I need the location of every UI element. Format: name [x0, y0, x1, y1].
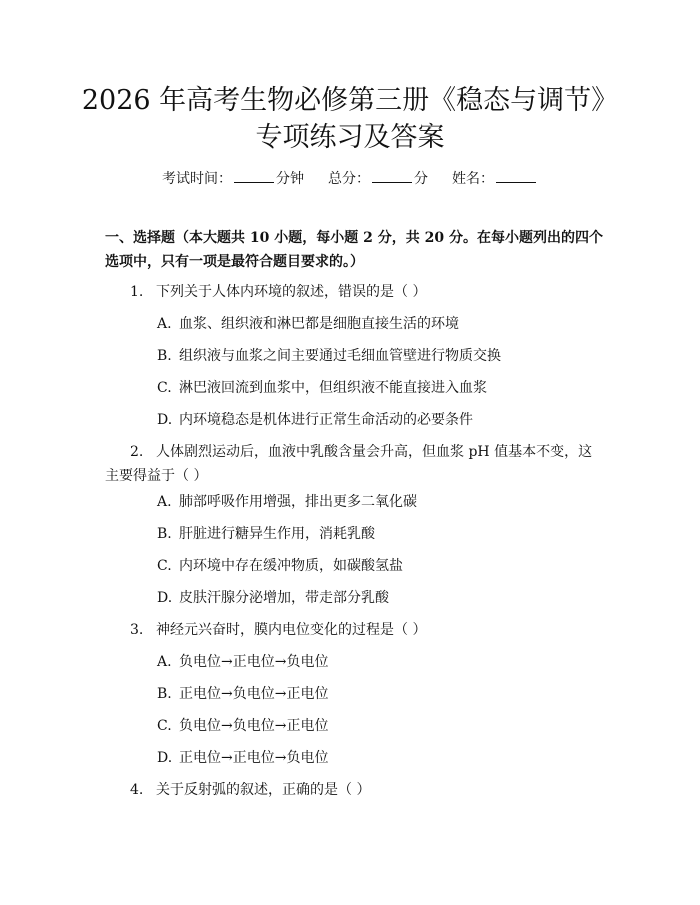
- option-text: 组织液与血浆之间主要通过毛细血管壁进行物质交换: [179, 348, 501, 364]
- question-stem: 人体剧烈运动后，血液中乳酸含量会升高，但血浆 pH 值基本不变，这主要得益于（ ）: [105, 444, 593, 484]
- option-2-a[interactable]: [157, 490, 597, 514]
- document-title-line-2: 专项练习及答案: [255, 122, 445, 153]
- option-letter: B.: [157, 348, 172, 364]
- option-2-b[interactable]: [157, 522, 597, 546]
- question-stem: 下列关于人体内环境的叙述，错误的是（ ）: [156, 284, 427, 300]
- question-1: [130, 280, 600, 304]
- option-text: 负电位→正电位→负电位: [179, 654, 329, 670]
- exam-meta-line: [0, 168, 700, 189]
- score-label: 总分：: [328, 171, 370, 187]
- name-label: 姓名：: [452, 171, 494, 187]
- option-letter: D.: [157, 590, 173, 606]
- question-number: 1.: [130, 284, 144, 300]
- score-blank[interactable]: [372, 168, 412, 183]
- name-blank[interactable]: [496, 168, 536, 183]
- option-1-c[interactable]: [157, 376, 597, 400]
- option-1-b[interactable]: [157, 344, 597, 368]
- question-number: 3.: [130, 622, 144, 638]
- option-text: 内环境中存在缓冲物质，如碳酸氢盐: [179, 558, 403, 574]
- option-3-b[interactable]: [157, 682, 597, 706]
- question-2: [105, 440, 600, 488]
- option-2-c[interactable]: [157, 554, 597, 578]
- option-letter: A.: [157, 494, 172, 510]
- question-number: 4.: [130, 782, 144, 798]
- question-stem: 神经元兴奋时，膜内电位变化的过程是（ ）: [156, 622, 427, 638]
- question-number: 2.: [130, 444, 144, 460]
- time-label: 考试时间：: [162, 171, 232, 187]
- option-text: 正电位→负电位→正电位: [179, 686, 329, 702]
- option-3-c[interactable]: [157, 714, 597, 738]
- option-text: 正电位→正电位→负电位: [179, 750, 329, 766]
- option-letter: C.: [157, 718, 172, 734]
- option-3-a[interactable]: [157, 650, 597, 674]
- option-letter: D.: [157, 412, 173, 428]
- option-letter: A.: [157, 654, 172, 670]
- option-text: 淋巴液回流到血浆中，但组织液不能直接进入血浆: [179, 380, 487, 396]
- question-stem: 关于反射弧的叙述，正确的是（ ）: [156, 782, 371, 798]
- section-heading: 一、选择题（本大题共 10 小题，每小题 2 分，共 20 分。在每小题列出的四个选项中，只有一项是最符合题目要求的。）: [105, 230, 603, 270]
- option-text: 内环境稳态是机体进行正常生命活动的必要条件: [179, 412, 473, 428]
- option-2-d[interactable]: [157, 586, 597, 610]
- option-letter: A.: [157, 316, 172, 332]
- option-letter: B.: [157, 686, 172, 702]
- score-unit: 分: [414, 171, 428, 187]
- option-text: 负电位→负电位→正电位: [179, 718, 329, 734]
- document-title-line-1: 2026 年高考生物必修第三册《稳态与调节》: [81, 85, 619, 116]
- option-text: 肝脏进行糖异生作用，消耗乳酸: [179, 526, 375, 542]
- option-letter: C.: [157, 380, 172, 396]
- option-letter: C.: [157, 558, 172, 574]
- option-1-a[interactable]: [157, 312, 597, 336]
- time-blank[interactable]: [234, 168, 274, 183]
- question-3: [130, 618, 600, 642]
- question-4: [130, 778, 600, 802]
- option-text: 皮肤汗腺分泌增加，带走部分乳酸: [179, 590, 389, 606]
- option-letter: B.: [157, 526, 172, 542]
- option-text: 肺部呼吸作用增强，排出更多二氧化碳: [179, 494, 417, 510]
- option-letter: D.: [157, 750, 173, 766]
- time-unit: 分钟: [276, 171, 304, 187]
- option-1-d[interactable]: [157, 408, 597, 432]
- option-text: 血浆、组织液和淋巴都是细胞直接生活的环境: [179, 316, 459, 332]
- option-3-d[interactable]: [157, 746, 597, 770]
